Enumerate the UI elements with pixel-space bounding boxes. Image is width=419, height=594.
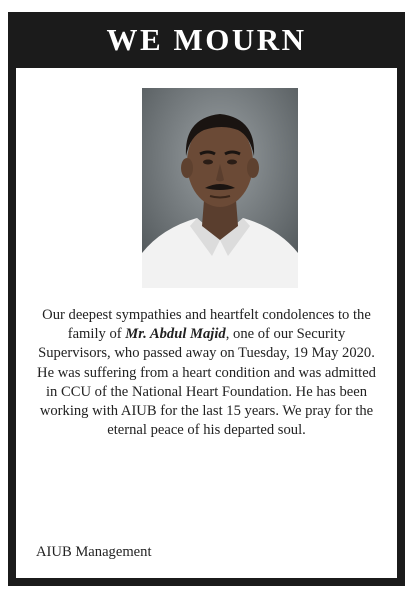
notice-frame	[8, 12, 405, 586]
signature: AIUB Management	[36, 544, 152, 560]
deceased-name: Mr. Abdul Majid	[125, 326, 226, 343]
notice-panel	[16, 68, 397, 578]
condolence-message	[30, 306, 383, 440]
notice-title: WE MOURN	[106, 22, 307, 57]
message-text-before: Our deepest sympathies and heartfelt condolences to the family of	[42, 307, 371, 343]
message-text-after: , one of our Security Supervisors, who passed away on Tuesday, 19 May 2020. He was suffering from a heart condition and was admitted in CCU of the National Heart Foundation. He has been working with AIUB for the last 15 years. We pray for the eternal peace of his departed soul.	[37, 326, 376, 439]
portrait-illustration	[142, 88, 298, 288]
portrait-photo	[142, 88, 298, 288]
